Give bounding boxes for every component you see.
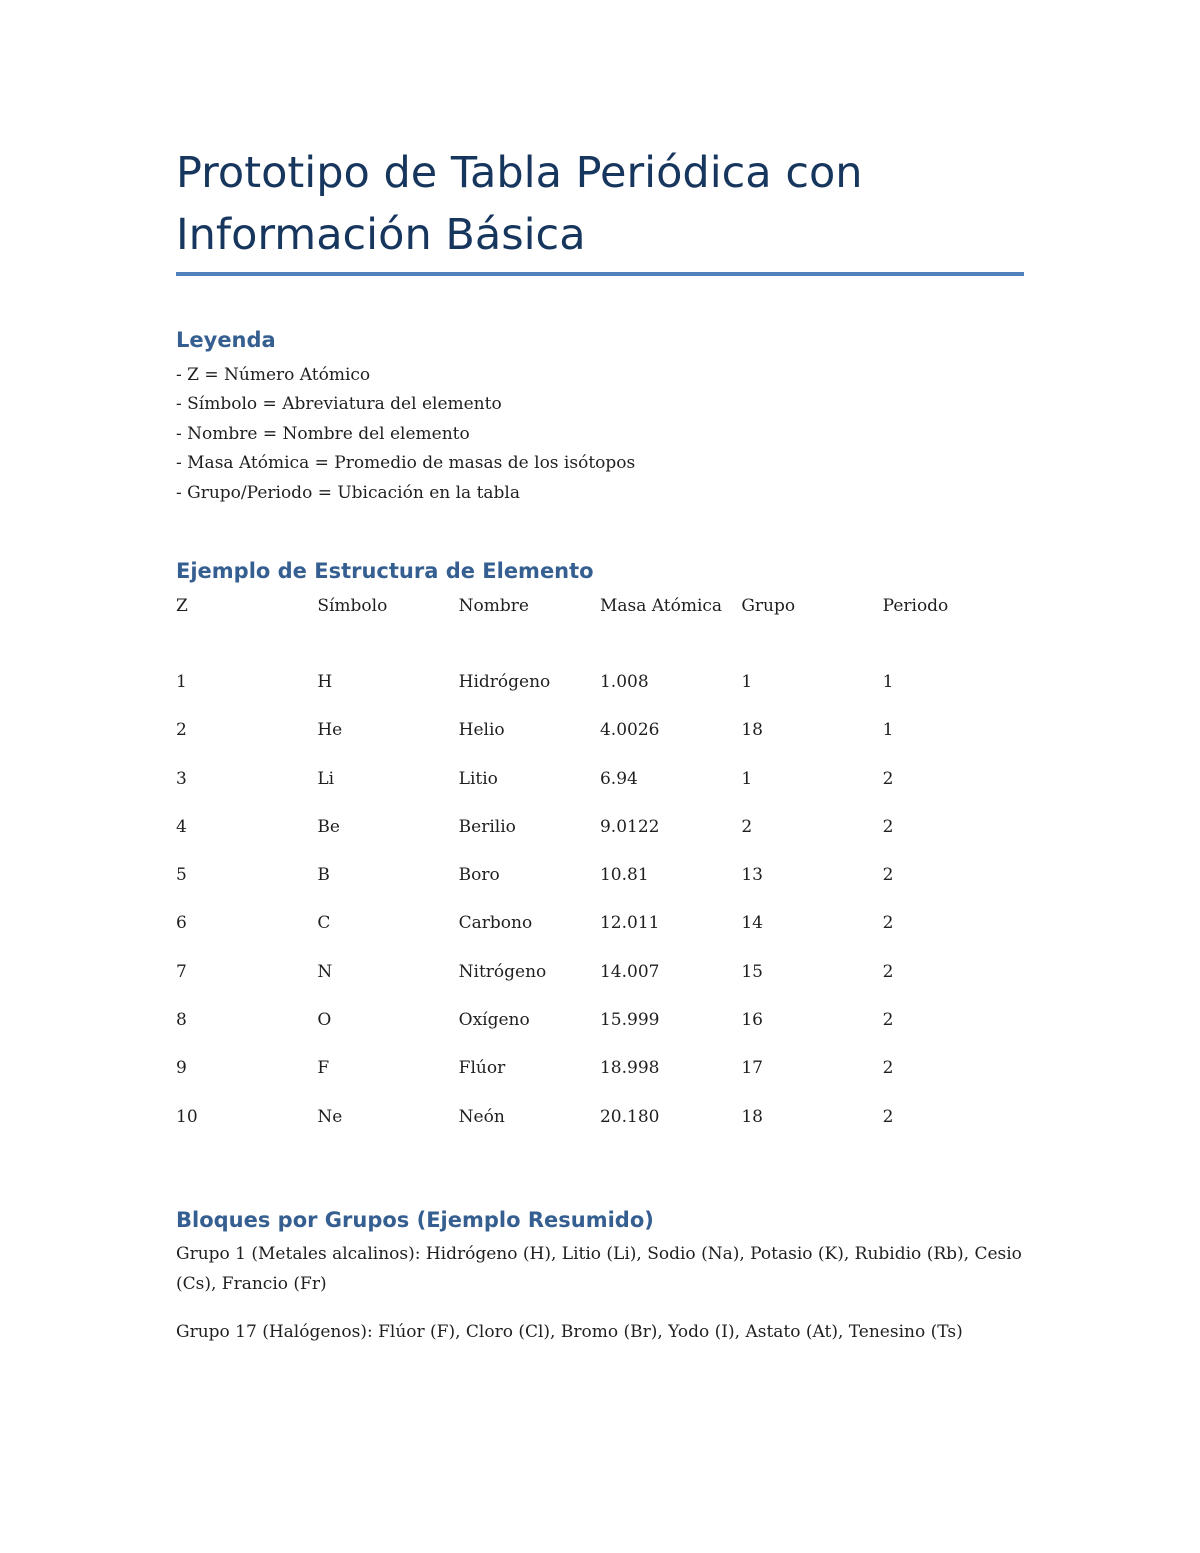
column-header-period: Periodo	[882, 596, 949, 616]
cell-name: Litio	[458, 768, 498, 789]
document-title: Prototipo de Tabla Periódica con Información Básica	[176, 148, 863, 260]
cell-symbol: Li	[317, 768, 335, 789]
cell-symbol: F	[317, 1058, 330, 1079]
cell-period: 1	[882, 720, 894, 741]
cell-period: 2	[882, 768, 894, 789]
table-row	[176, 668, 1024, 716]
cell-symbol: B	[317, 865, 330, 886]
cell-z: 8	[176, 1010, 187, 1031]
cell-symbol: He	[317, 720, 343, 741]
table-row	[176, 1103, 1024, 1151]
cell-symbol: Be	[317, 816, 340, 837]
cell-name: Hidrógeno	[458, 672, 551, 692]
cell-symbol: O	[317, 1010, 332, 1031]
cell-atomic-mass: 6.94	[599, 768, 638, 789]
table-row	[176, 716, 1024, 764]
table-row	[176, 813, 1024, 861]
legend-item: - Símbolo = Abreviatura del elemento	[176, 394, 502, 415]
cell-group: 18	[741, 720, 763, 741]
legend-item: - Grupo/Periodo = Ubicación en la tabla	[176, 482, 521, 503]
cell-name: Boro	[458, 865, 500, 886]
cell-z: 4	[176, 816, 187, 837]
cell-group: 18	[741, 1106, 763, 1127]
elements-table	[176, 592, 1024, 1151]
cell-z: 7	[176, 961, 187, 982]
cell-symbol: Ne	[317, 1106, 343, 1127]
cell-name: Carbono	[458, 913, 533, 934]
cell-symbol: H	[317, 672, 333, 692]
table-header-row	[176, 592, 1024, 668]
cell-group: 16	[741, 1010, 763, 1031]
cell-group: 1	[741, 672, 753, 692]
cell-symbol: C	[317, 913, 331, 934]
cell-period: 1	[882, 672, 894, 692]
cell-period: 2	[882, 913, 894, 934]
cell-period: 2	[882, 1010, 894, 1031]
cell-name: Oxígeno	[458, 1010, 530, 1031]
column-header-atomic-mass: Masa Atómica	[599, 596, 723, 616]
cell-atomic-mass: 14.007	[599, 961, 660, 982]
group-17-paragraph: Grupo 17 (Halógenos): Flúor (F), Cloro (Cl), Bromo (Br), Yodo (I), Astato (At), Tenesino (Ts)	[176, 1322, 963, 1342]
cell-atomic-mass: 20.180	[599, 1106, 660, 1127]
groups-heading: Bloques por Grupos (Ejemplo Resumido)	[176, 1208, 654, 1232]
cell-period: 2	[882, 865, 894, 886]
cell-name: Nitrógeno	[458, 961, 547, 982]
cell-period: 2	[882, 1106, 894, 1127]
cell-z: 6	[176, 913, 187, 934]
cell-group: 1	[741, 768, 753, 789]
legend-item: - Z = Número Atómico	[176, 365, 371, 385]
cell-name: Berilio	[458, 816, 516, 837]
cell-name: Helio	[458, 720, 505, 741]
cell-z: 10	[176, 1106, 198, 1127]
cell-z: 1	[176, 672, 187, 692]
cell-period: 2	[882, 961, 894, 982]
table-row	[176, 958, 1024, 1006]
cell-period: 2	[882, 1058, 894, 1079]
cell-group: 17	[741, 1058, 763, 1079]
cell-atomic-mass: 12.011	[599, 913, 660, 934]
table-row	[176, 765, 1024, 813]
cell-atomic-mass: 15.999	[599, 1010, 660, 1031]
cell-z: 9	[176, 1058, 187, 1079]
table-row	[176, 861, 1024, 909]
legend-item: - Masa Atómica = Promedio de masas de los isótopos	[176, 453, 636, 474]
cell-z: 3	[176, 768, 187, 789]
cell-atomic-mass: 10.81	[599, 865, 649, 886]
cell-symbol: N	[317, 961, 333, 982]
structure-heading: Ejemplo de Estructura de Elemento	[176, 559, 594, 583]
group-1-paragraph: Grupo 1 (Metales alcalinos): Hidrógeno (H), Litio (Li), Sodio (Na), Potasio (K), Rubidio (Rb), Cesio (Cs), Francio (Fr)	[176, 1244, 1022, 1294]
table-row	[176, 909, 1024, 957]
elements-table-body	[176, 668, 1024, 1151]
legend-item: - Nombre = Nombre del elemento	[176, 423, 470, 444]
title-underline	[176, 272, 1024, 276]
column-header-z: Z	[176, 596, 188, 616]
cell-atomic-mass: 9.0122	[599, 816, 660, 837]
cell-group: 15	[741, 961, 763, 982]
cell-z: 2	[176, 720, 187, 741]
cell-group: 14	[741, 913, 763, 934]
cell-z: 5	[176, 865, 187, 886]
legend-list	[176, 361, 635, 508]
cell-period: 2	[882, 816, 894, 837]
legend-heading: Leyenda	[176, 328, 276, 352]
table-row	[176, 1006, 1024, 1054]
table-row	[176, 1054, 1024, 1102]
column-header-name: Nombre	[458, 596, 529, 616]
cell-group: 2	[741, 816, 753, 837]
cell-atomic-mass: 4.0026	[599, 720, 660, 741]
column-header-group: Grupo	[741, 596, 796, 616]
cell-group: 13	[741, 865, 763, 886]
cell-atomic-mass: 18.998	[599, 1058, 660, 1079]
cell-name: Neón	[458, 1106, 505, 1127]
column-header-symbol: Símbolo	[317, 596, 388, 616]
cell-atomic-mass: 1.008	[599, 672, 649, 692]
cell-name: Flúor	[458, 1058, 506, 1079]
